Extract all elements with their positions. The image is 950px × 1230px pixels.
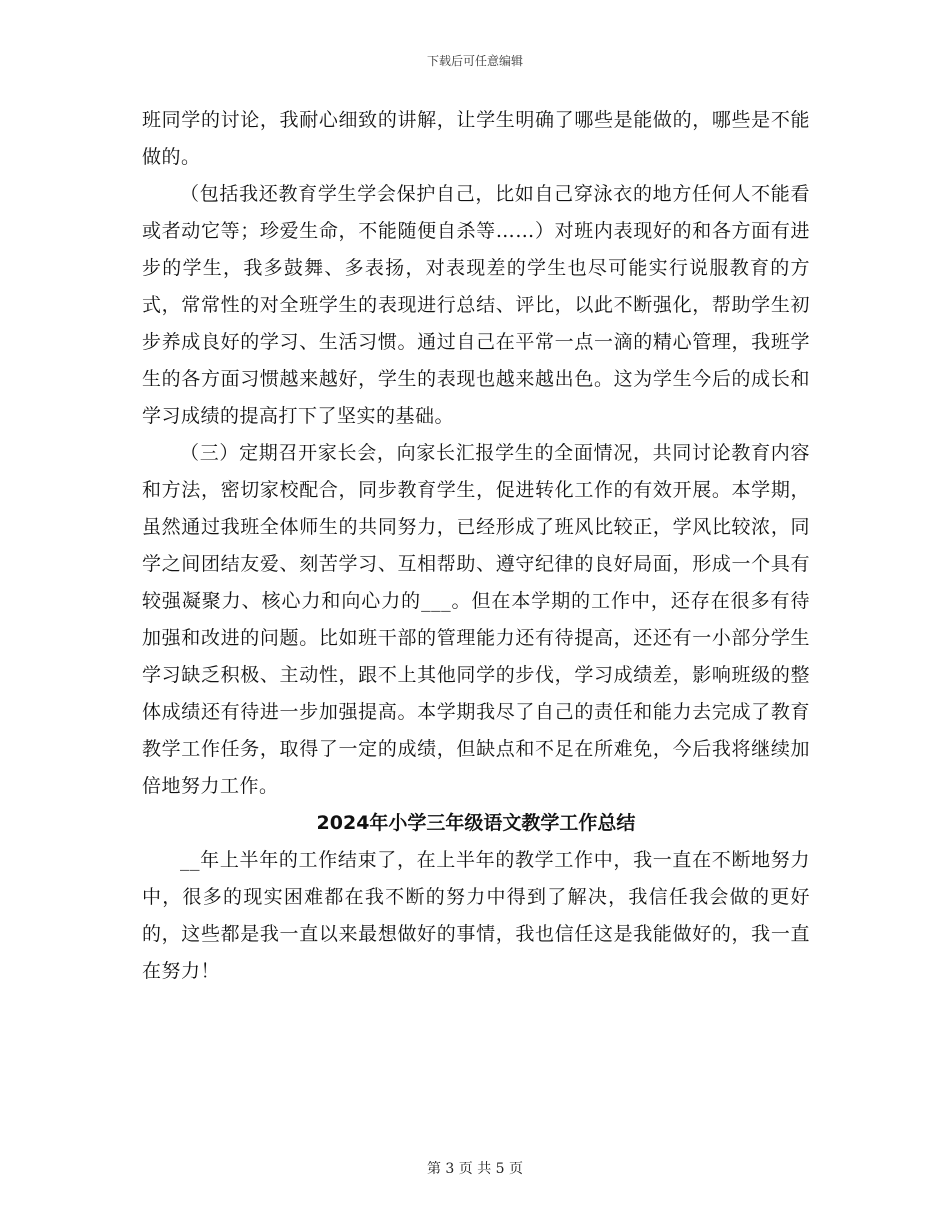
page-footer: 第 3 页 共 5 页: [426, 1161, 524, 1177]
paragraph-2: （包括我还教育学生学会保护自己，比如自己穿泳衣的地方任何人不能看或者动它等；珍爱生命，不能随便自杀等……）对班内表现好的和各方面有进步的学生，我多鼓舞、多表扬，对表现差的学生也尽可能实行说服教育的方式，常常性的对全班学生的表现进行总结、评比，以此不断强化，帮助学生初步养成良好的学习、生活习惯。通过自己在平常一点一滴的精心管理，我班学生的各方面习惯越来越好，学生的表现也越来越出色。这为学生今后的成长和学习成绩的提高打下了坚实的基础。: [142, 183, 810, 427]
page-header: 下载后可任意编辑: [426, 54, 523, 68]
paragraph-1: 班同学的讨论，我耐心细致的讲解，让学生明确了哪些是能做的，哪些是不能做的。: [142, 109, 810, 168]
paragraph-3: （三）定期召开家长会，向家长汇报学生的全面情况，共同讨论教育内容和方法，密切家校配合，同步教育学生，促进转化工作的有效开展。本学期，虽然通过我班全体师生的共同努力，已经形成了班风比较正，学风比较浓，同学之间团结友爱、刻苦学习、互相帮助、遵守纪律的良好局面，形成一个具有较强凝聚力、核心力和向心力的___。但在本学期的工作中，还存在很多有待加强和改进的问题。比如班干部的管理能力还有待提高，还还有一小部分学生学习缺乏积极、主动性，跟不上其他同学的步伐，学习成绩差，影响班级的整体成绩还有待进一步加强提高。本学期我尽了自己的责任和能力去完成了教育教学工作任务，取得了一定的成绩，但缺点和不足在所难免，今后我将继续加倍地努力工作。: [142, 442, 810, 797]
section-paragraph: __年上半年的工作结束了，在上半年的教学工作中，我一直在不断地努力中，很多的现实困难都在我不断的努力中得到了解决，我信任我会做的更好的，这些都是我一直以来最想做好的事情，我也信任这是我能做好的，我一直在努力！: [142, 849, 810, 982]
section-title: 2024年小学三年级语文教学工作总结: [316, 812, 636, 834]
document-body: [142, 102, 810, 990]
